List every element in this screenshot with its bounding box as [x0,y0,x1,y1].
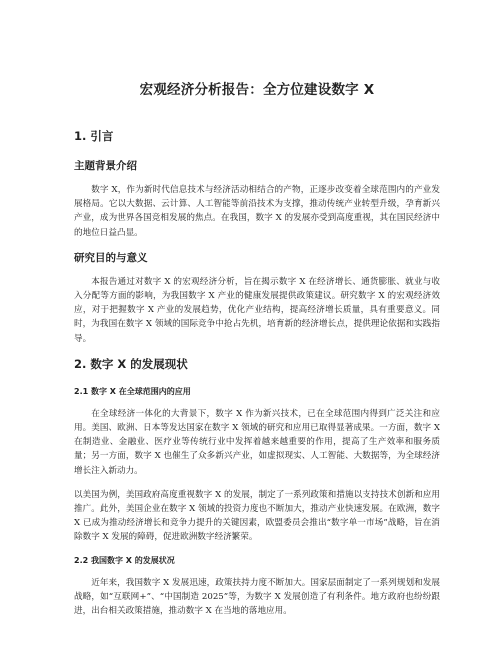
paragraph-global-1: 在全球经济一体化的大背景下，数字 X 作为新兴技术，已在全球范围内得到广泛关注和应用。美国、欧洲、日本等发达国家在数字 X 领域的研究和应用已取得显著成果。一方面，数字 X 在制造业、金融业、医疗业等传统行业中发挥着越来越重要的作用，提高了生产效率和服务质量；另一方面，数字 X 也催生了众多新兴产业，如虚拟现实、人工智能、大数据等，为全球经济增长注入新动力。 [74,408,440,476]
section-heading-intro: 1. 引言 [74,129,114,143]
document-title: 宏观经济分析报告：全方位建设数字 X [139,82,375,98]
subsection-heading-background: 主题背景介绍 [74,160,137,172]
paragraph-background: 数字 X，作为新时代信息技术与经济活动相结合的产物，正逐步改变着全球范围内的产业发展格局。它以大数据、云计算、人工智能等前沿技术为支撑，推动传统产业转型升级，孕育新兴产业，成为世界各国竞相发展的焦点。在我国，数字 X 的发展亦受到高度重视，其在国民经济中的地位日益凸显。 [74,185,440,238]
paragraph-purpose: 本报告通过对数字 X 的宏观经济分析，旨在揭示数字 X 在经济增长、通货膨胀、就业与收入分配等方面的影响，为我国数字 X 产业的健康发展提供政策建议。研究数字 X 的宏观经济效应，对于把握数字 X 产业的发展趋势，优化产业结构，提高经济增长质量，具有重要意义。同时，为我国在数字 X 领域的国际竞争中抢占先机，培育新的经济增长点，提供理论依据和实践指导。 [74,276,440,344]
paragraph-global-2: 以美国为例，美国政府高度重视数字 X 的发展，制定了一系列政策和措施以支持技术创新和应用推广。此外，美国企业在数字 X 领域的投资力度也不断加大，推动产业快速发展。在欧洲，数字 X 已成为推动经济增长和竞争力提升的关键因素，欧盟委员会推出“数字单一市场”战略，旨在消除数字 X 发展的障碍，促进欧洲数字经济繁荣。 [74,489,440,543]
subsection-heading-purpose: 研究目的与意义 [74,251,148,264]
subsection-heading-china: 2.2 我国数字 X 的发展状况 [74,555,175,565]
paragraph-china-1: 近年来，我国数字 X 发展迅速，政策扶持力度不断加大。国家层面制定了一系列规划和发展战略，如“互联网+”、“中国制造 2025”等，为数字 X 发展创造了有利条件。地方政府也纷纷跟进，出台相关政策措施，推动数字 X 在当地的落地应用。 [74,577,440,617]
section-heading-status: 2. 数字 X 的发展现状 [74,356,188,371]
subsection-heading-global: 2.1 数字 X 在全球范围内的应用 [74,386,191,396]
